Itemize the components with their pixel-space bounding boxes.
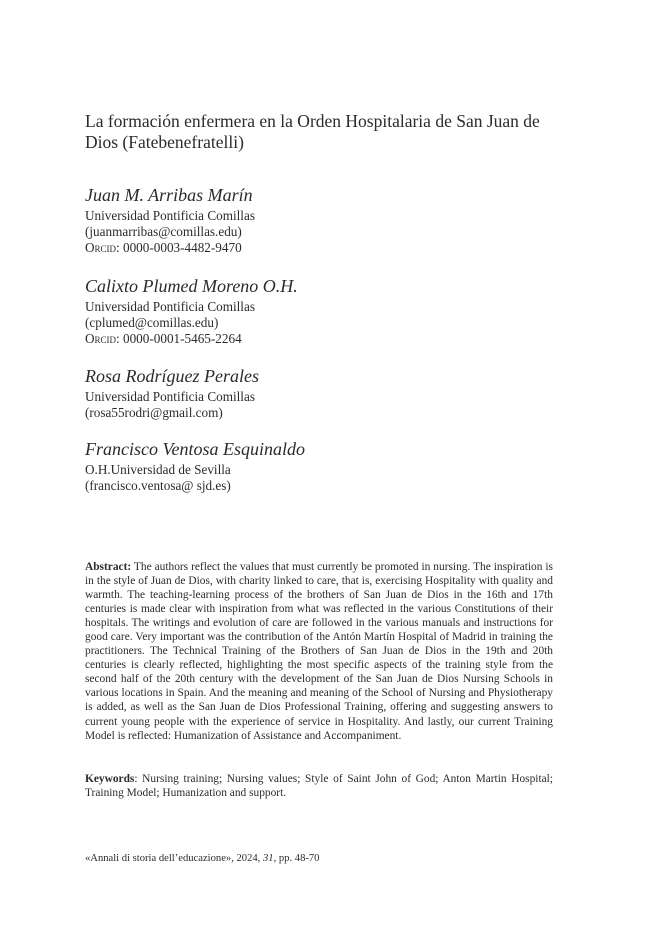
abstract-text: The authors reflect the values that must currently be promoted in nursing. The inspiration is in the style of Juan de Dios, with charity linked to care, that is, exercising Hospitality with quality and warmth. The teaching-learning process of the brothers of San Juan de Dios in the 16th and 17th centuries is made clear with inspiration from what was reflected in the various Constitutions of their hospitals. The writings and evolution of care are followed in the various manuals and instructions for good care. Very important was the contribution of the Antón Martín Hospital of Madrid in training the practitioners. The Technical Training of the Brothers of San Juan de Dios in the 19th and 20th centuries is clearly reflected, highlighting the most specific aspects of the training style from the second half of the 20th century with the development of the San Juan de Dios Nursing Schools in various locations in Spain. And the meaning and meaning of the School of Nursing and Physiotherapy is added, as well as the San Juan de Dios Professional Training, offering and suggesting answers to current young people with the experience of service in Hospitality. And lastly, our current Training Model is reflected: Humanization of Assistance and Accompaniment. [85,561,553,742]
author-affiliation: Universidad Pontificia Comillas [85,299,255,314]
abstract-label: Abstract: [85,561,132,573]
author-affiliation: Universidad Pontificia Comillas [85,208,255,223]
author-orcid [85,331,565,347]
author-affiliation: Universidad Pontificia Comillas [85,389,255,404]
author-email: (francisco.ventosa@ sjd.es) [85,478,231,493]
keywords-label: Keywords [85,773,135,785]
author-email: (cplumed@comillas.edu) [85,315,219,330]
citation-footer [85,852,553,865]
author-block-1 [85,184,565,256]
author-name: Calixto Plumed Moreno O.H. [85,276,298,296]
abstract [85,560,553,743]
article-title: La formación enfermera en la Orden Hospitalaria de San Juan de Dios (Fatebenefratelli) [85,111,540,152]
footer-volume: 31 [262,853,274,864]
orcid-id: : 0000-0003-4482-9470 [116,240,242,255]
author-name: Rosa Rodríguez Perales [85,366,259,386]
orcid-label: Orcid [85,240,117,255]
keywords [85,772,553,800]
author-block-4 [85,438,565,494]
author-name: Francisco Ventosa Esquinaldo [85,439,305,459]
footer-pages: , pp. 48-70 [273,853,320,864]
author-orcid [85,240,565,256]
author-email: (juanmarribas@comillas.edu) [85,224,242,239]
author-name: Juan M. Arribas Marín [85,185,253,205]
author-affiliation: O.H.Universidad de Sevilla [85,462,231,477]
author-block-2 [85,275,565,347]
footer-journal: «Annali di storia dell’educazione», 2024, [85,853,263,864]
orcid-label: Orcid [85,331,117,346]
author-email: (rosa55rodri@gmail.com) [85,405,223,420]
author-block-3 [85,365,565,421]
keywords-text: : Nursing training; Nursing values; Style of Saint John of God; Anton Martin Hospital; Training Model; Humanization and support. [85,773,553,800]
orcid-id: : 0000-0001-5465-2264 [116,331,242,346]
